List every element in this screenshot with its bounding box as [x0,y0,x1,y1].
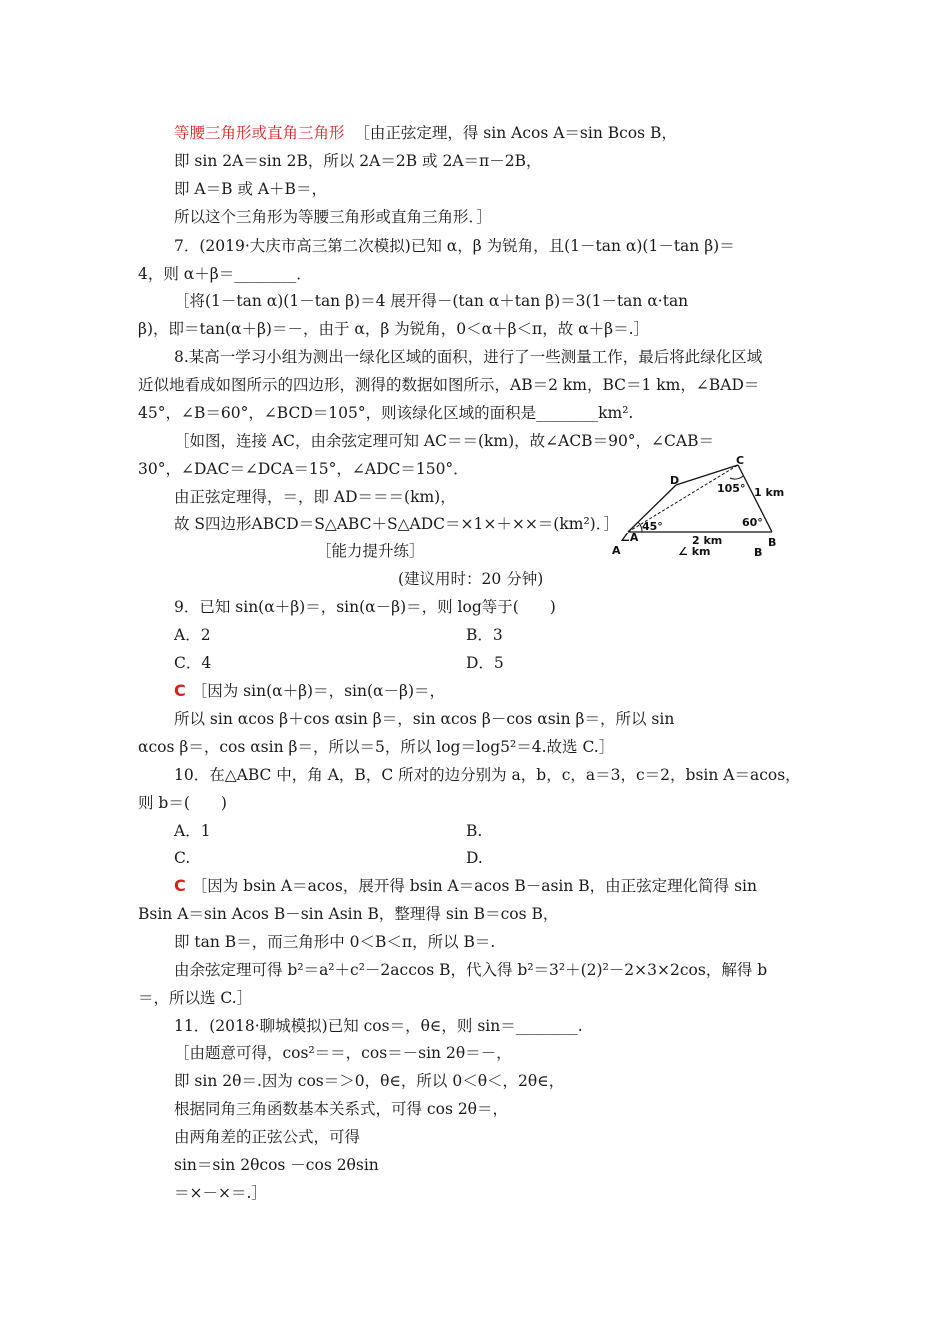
q11-solution-6: ＝×－×＝.］ [174,1184,267,1202]
q8-solution-2: 30°，∠DAC＝∠DCA＝15°，∠ADC＝150°． [138,460,469,478]
q10-solution-2: Bsin A＝sin Acos B－sin Asin B，整理得 sin B＝cos B， [138,905,559,923]
q11-solution-4: 由两角差的正弦公式，可得 [174,1128,361,1146]
q10-option-d: D. [466,849,483,867]
q11-stem: 11．(2018·聊城模拟)已知 cos＝，θ∈，则 sin＝________. [174,1017,583,1035]
side-ab-label: 2 km [692,534,723,547]
q9-solution-2: 所以 sin αcos β＋cos αsin β＝，sin αcos β－cos αsin β＝，所以 sin [174,710,675,728]
q10-solution-1-line [174,876,757,896]
q10-solution-3: 即 tan B＝，而三角形中 0＜B＜π，所以 B＝. [174,933,496,951]
q7-solution-1: ［将(1－tan α)(1－tan β)＝4 展开得－(tan α＋tan β)＝3(1－tan α·tan [174,292,689,310]
q8-solution-4: 故 S四边形ABCD＝S△ABC＋S△ADC＝×1×＋××＝(km²)．］ [174,515,619,533]
q6-solution-1: ［由正弦定理，得 sin Acos A＝sin Bcos B， [354,124,677,142]
q10-option-c: C. [174,849,191,867]
q11-solution-1: ［由题意可得，cos²＝＝，cos＝－sin 2θ＝－， [174,1044,512,1062]
q10-answer: C [174,876,186,895]
side-bc-label: 1 km [754,486,785,499]
quadrilateral-figure [600,450,800,560]
q10-stem-2: 则 b＝( ) [138,794,227,812]
label-d: D [670,474,680,487]
q7-solution-2: β)，即＝tan(α＋β)＝－，由于 α，β 为锐角，0＜α＋β＜π，故 α＋β＝.］ [138,320,650,338]
q8-solution-3: 由正弦定理得，＝，即 AD＝＝＝(km)， [174,488,456,506]
q8-stem-2: 近似地看成如图所示的四边形，测得的数据如图所示，AB＝2 km，BC＝1 km，∠BAD＝ [138,376,760,394]
q8-stem-1: 8.某高一学习小组为测出一绿化区域的面积，进行了一些测量工作，最后将此绿化区域 [174,348,763,366]
q6-solution-4: 所以这个三角形为等腰三角形或直角三角形．］ [174,208,492,226]
q8-stem-3: 45°，∠B＝60°，∠BCD＝105°，则该绿化区域的面积是________km². [138,404,634,422]
angle-c-label: 105° [717,482,746,495]
q9-option-a: A．2 [174,626,211,644]
q10-option-b: B. [466,822,483,840]
q9-stem: 9．已知 sin(α＋β)＝，sin(α－β)＝，则 log等于( ) [174,598,556,616]
label-c: C [736,454,745,467]
q10-solution-1: ［因为 bsin A＝acos，展开得 bsin A＝acos B－asin B，由正弦定理化简得 sin [191,877,757,895]
q6-solution-3: 即 A＝B 或 A＋B＝， [174,180,327,198]
q11-solution-2: 即 sin 2θ＝.因为 cos＝＞0，θ∈，所以 0＜θ＜，2θ∈， [174,1072,565,1090]
angle-b-label: 60° [742,516,763,529]
side-ab-label-lower: ∠ km [678,545,711,558]
q7-stem-2: 4，则 α＋β＝________． [138,265,312,283]
angle-c-arc [730,476,743,479]
q9-solution-1: ［因为 sin(α＋β)＝，sin(α－β)＝， [191,682,446,700]
q9-solution-1-line [174,681,445,701]
section-time: (建议用时：20 分钟) [398,570,544,588]
label-b-lower: B [754,546,763,559]
label-a-lower: A [612,544,621,557]
q9-option-d: D．5 [466,654,504,672]
q6-solution-2: 即 sin 2A＝sin 2B，所以 2A＝2B 或 2A＝π－2B， [174,152,542,170]
label-b: B [768,536,777,549]
q6-answer: 等腰三角形或直角三角形 [174,124,345,142]
q10-stem-1: 10．在△ABC 中，角 A，B，C 所对的边分别为 a，b，c，a＝3，c＝2，bsin A＝acos， [174,766,801,784]
section-title: ［能力提升练］ [316,542,425,560]
label-a: ∠A [620,531,639,544]
q6-answer-line [174,123,677,143]
q9-option-c: C．4 [174,654,212,672]
q8-solution-1: ［如图，连接 AC，由余弦定理可知 AC＝＝(km)，故∠ACB＝90°，∠CAB＝ [174,432,714,450]
q9-option-b: B．3 [466,626,503,644]
q10-option-a: A．1 [174,822,211,840]
q7-stem-1: 7．(2019·大庆市高三第二次模拟)已知 α，β 为锐角，且(1－tan α)(1－tan β)＝ [174,237,735,255]
q9-solution-3: αcos β＝，cos αsin β＝，所以＝5，所以 log＝log5²＝4.故选 C.］ [138,738,615,756]
q11-solution-3: 根据同角三角函数基本关系式，可得 cos 2θ＝， [174,1100,509,1118]
q9-answer: C [174,681,186,700]
q11-solution-5: sin＝sin 2θcos －cos 2θsin [174,1156,379,1174]
angle-a-label: 45° [642,520,663,533]
q10-solution-5: ＝，所以选 C.］ [138,989,253,1007]
q10-solution-4: 由余弦定理可得 b²＝a²＋c²－2accos B，代入得 b²＝3²＋(2)²－2×3×2cos，解得 b [174,961,768,979]
